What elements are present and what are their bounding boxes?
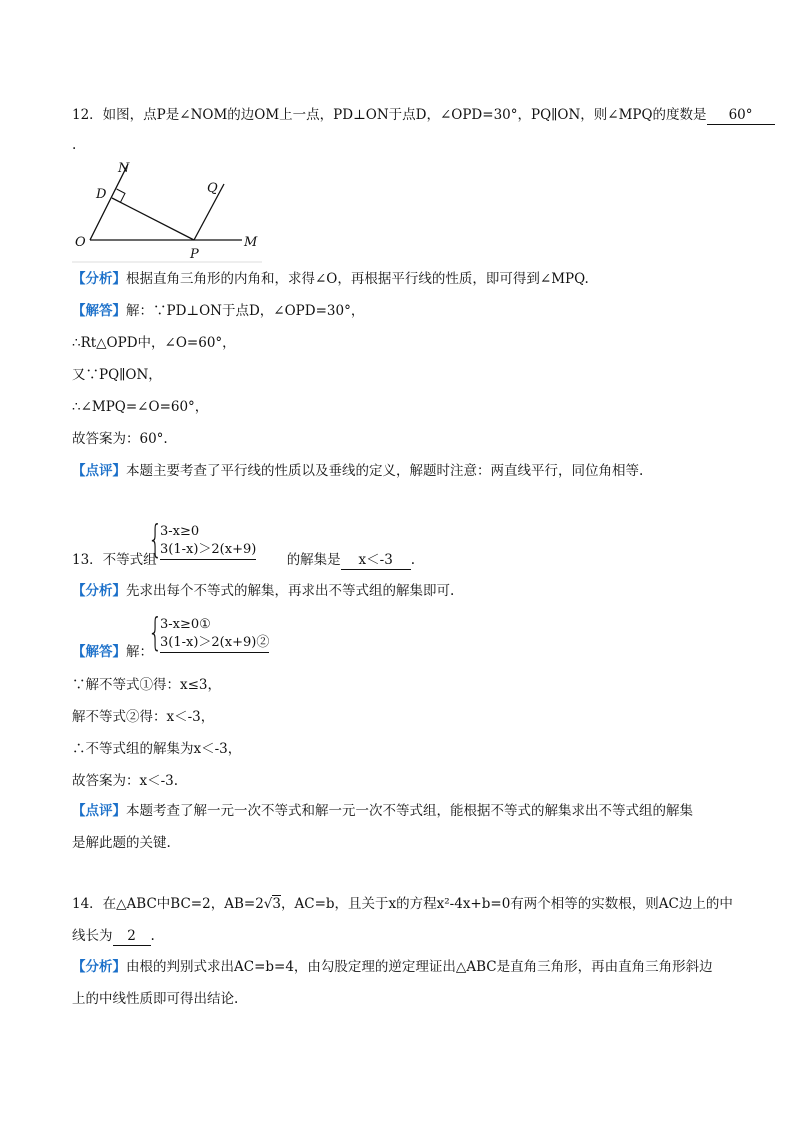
label-n: N	[118, 161, 130, 176]
sol-row-2: 3(1-x)＞2(x+9)②	[160, 634, 269, 653]
q12-solution-1: 【解答】解：∵PD⊥ON于点D，∠OPD=30°，	[72, 303, 365, 319]
q12-solution-3: 又∵PQ∥ON，	[72, 367, 162, 383]
q12-period: .	[72, 137, 77, 153]
comment-tag: 【点评】	[72, 463, 126, 479]
q13-comment: 【点评】本题考查了解一元一次不等式和解一元一次不等式组，能根据不等式的解集求出不等式组的解集	[72, 803, 693, 819]
q12-solution-5: 故答案为：60°.	[72, 431, 168, 447]
q14-question: 14．在△ABC中BC=2，AB=2√3，AC=b，且关于x的方程x²-4x+b=0有两个相等的实数根，则AC边上的中	[72, 896, 733, 912]
q12-solution-2: ∴Rt△OPD中，∠O=60°，	[72, 335, 236, 351]
label-d: D	[96, 187, 107, 202]
q12-question	[72, 106, 775, 125]
q13-solution-2: 解不等式②得：x＜-3，	[72, 709, 215, 725]
q12-text: 12．如图，点P是∠NOM的边OM上一点，PD⊥ON于点D，∠OPD=30°，PQ∥ON，则∠MPQ的度数是	[72, 107, 707, 123]
q14-answer: 2	[113, 927, 151, 946]
sqrt-radicand: 3	[272, 896, 281, 912]
sol-row-1: 3-x≥0①	[160, 617, 211, 632]
q13-comment-2: 是解此题的关键.	[72, 835, 171, 851]
q12-answer: 60°	[707, 106, 775, 125]
sqrt-symbol: √	[263, 896, 273, 912]
q14-analysis-2: 上的中线性质即可得出结论.	[72, 991, 239, 1007]
system-row-2: 3(1-x)＞2(x+9)	[160, 541, 256, 560]
q13-analysis: 【分析】先求出每个不等式的解集，再求出不等式组的解集即可.	[72, 583, 455, 599]
label-m: M	[244, 235, 258, 250]
q13-question: 13．不等式组 的解集是 x＜-3 .	[72, 552, 415, 568]
solution-tag: 【解答】	[72, 303, 126, 319]
q14-question-2: 线长为 2 .	[72, 928, 155, 944]
label-o: O	[75, 235, 86, 250]
label-p: P	[190, 247, 199, 262]
q12-comment: 【点评】本题主要考查了平行线的性质以及垂线的定义，解题时注意：两直线平行，同位角相等.	[72, 463, 644, 479]
q13-solution-3: ∴不等式组的解集为x＜-3，	[72, 741, 242, 757]
q13-solution-1: ∵解不等式①得：x≤3，	[72, 677, 222, 693]
label-q: Q	[207, 181, 218, 196]
q12-analysis: 【分析】根据直角三角形的内角和，求得∠O，再根据平行线的性质，即可得到∠MPQ.	[72, 271, 589, 287]
system-row-1: 3-x≥0	[160, 524, 200, 539]
q13-answer: x＜-3	[341, 551, 411, 570]
analysis-tag: 【分析】	[72, 271, 126, 287]
segment-pd	[112, 198, 194, 240]
q12-figure	[72, 158, 264, 264]
q13-solution: 【解答】解：	[72, 644, 153, 660]
q12-solution-4: ∴∠MPQ=∠O=60°，	[72, 399, 209, 415]
q14-analysis: 【分析】由根的判别式求出AC=b=4，由勾股定理的逆定理证出△ABC是直角三角形，再由直角三角形斜边	[72, 959, 713, 975]
q13-solution-4: 故答案为：x＜-3.	[72, 773, 179, 789]
